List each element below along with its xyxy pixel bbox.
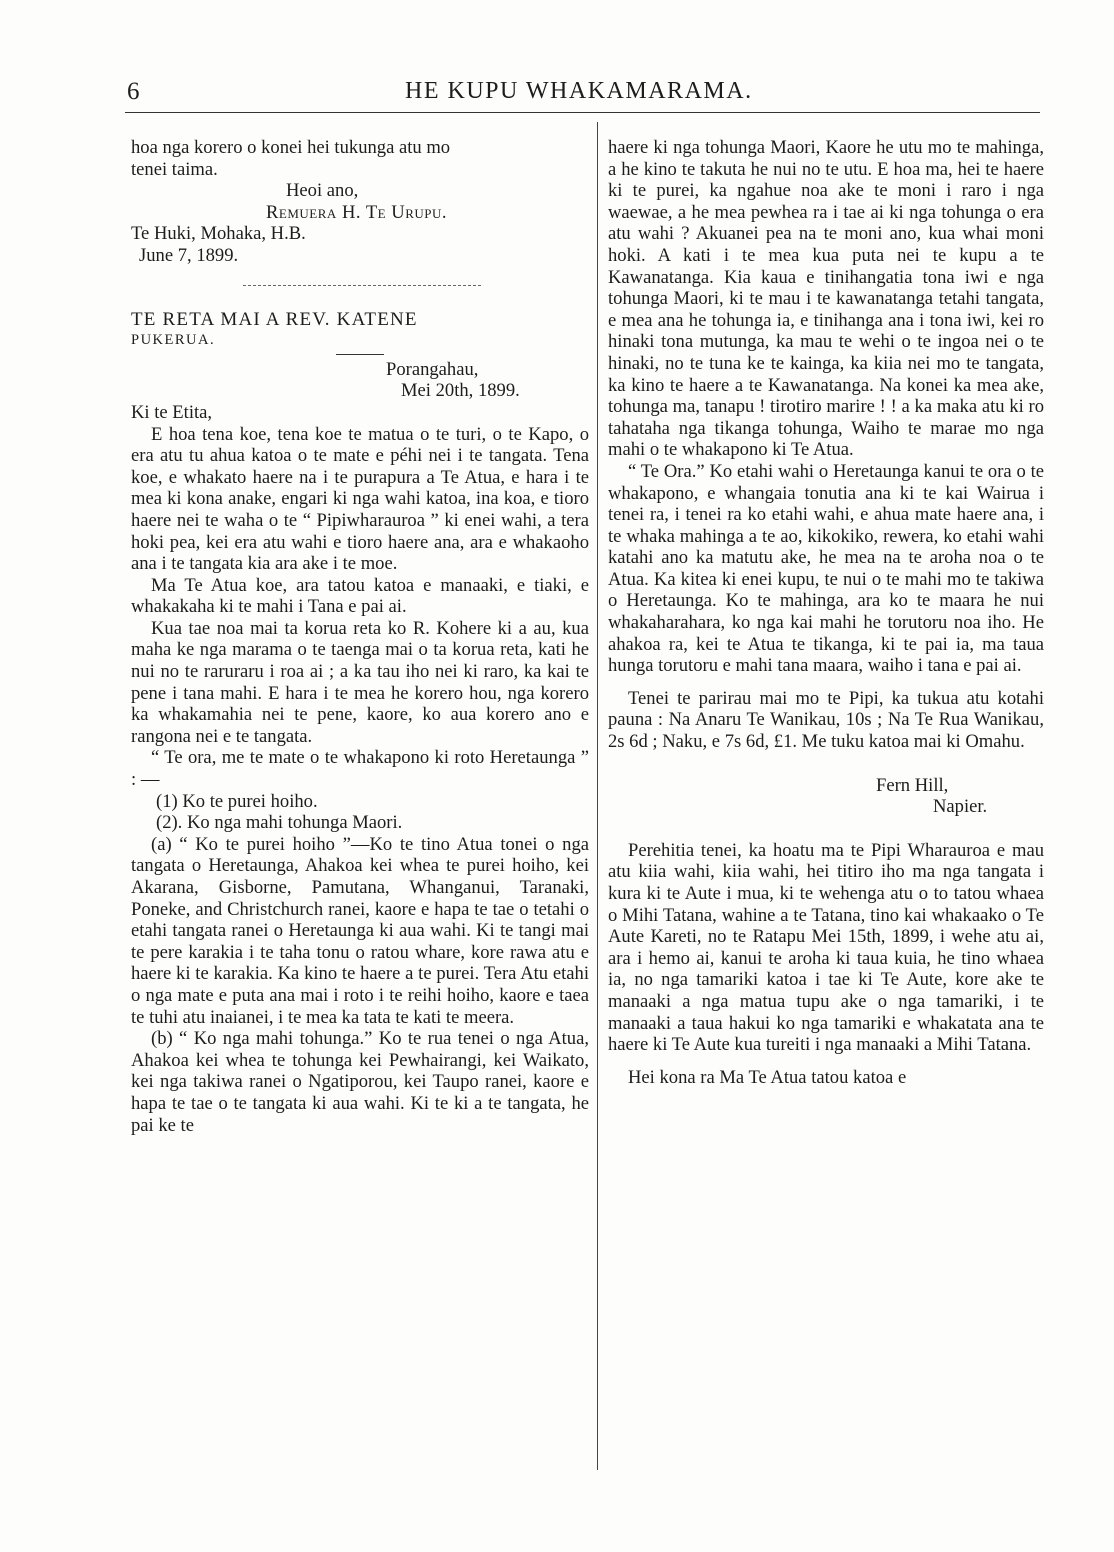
title-rule xyxy=(336,354,384,355)
paragraph: Tenei te parirau mai mo te Pipi, ka tukua atu kotahi pauna : Na Anaru Te Wanikau, 10s ; Na Te Rua Wanikau, 2s 6d ; Naku, e 7s 6d, £1. Me tuku katoa mai ki Omahu. xyxy=(608,687,1044,753)
left-column xyxy=(131,137,589,1136)
article-title: TE RETA MAI A REV. KATENE xyxy=(131,308,418,330)
paragraph: (a) “ Ko te purei hoiho ”—Ko te tino Atua tonei o nga tangata o Heretaunga, Ahakoa kei whea te purei hoiho, kei Akarana, Gisborne, Pamutana, Whanganui, Taranaki, Poneke, and Christchurch ranei, kaore e hapa te tae o tetahi o etahi tangata ranei o Heretaunga ki aua wahi. Ki te tangi mai te pere karakia i te taha tonu o ratou whare, kore rawa atu e haere ki te karakia. Ka kino te haere a te purei. Tera Atu etahi o nga mate e puta ana mai i roto i te reihi hoiho, kaore e taea te tuhi atu inaianei, i te mea ka tata te kati te meera. xyxy=(131,833,589,1028)
paragraph: Hei kona ra Ma Te Atua tatou katoa e xyxy=(628,1066,907,1088)
signature-city: Napier. xyxy=(933,796,988,818)
intro-line-2: tenei taima. xyxy=(131,158,218,180)
article-subtitle: PUKERUA. xyxy=(131,332,216,349)
right-column xyxy=(608,137,1044,1088)
paragraph: “ Te Ora.” Ko etahi wahi o Heretaunga kanui te ora o te whakapono, e whangaia tonutia ana ki te kai Wairua i tenei ra, i tenei ra ko etahi wahi, e ahua mate haere ana, i te whaka mahinga a te ao, kikokiko, rewera, ko etahi wahi katahi ano ka matutu ake, he mea na te aroha noa o te Atua. Ka kitea ki enei kupu, te nui o te mahi mo te takiwa o Heretaunga. Ko te mahinga, ara ko te maara he nui whakaharahara, ko nga kai mahi he torutoru noa iho. He ahakoa ra, kei te Atua te tikanga, ki te pai ia, ma taua hunga torutoru e mahi tana maara, waiho i tana e pai ai. xyxy=(608,460,1044,677)
signoff: Heoi ano, xyxy=(286,180,359,202)
header-rule xyxy=(125,112,1040,113)
letter-date: Mei 20th, 1899. xyxy=(401,380,520,402)
author-name: Remuera H. Te Urupu. xyxy=(266,201,448,223)
intro-line-1: hoa nga korero o konei hei tukunga atu mo xyxy=(131,137,451,158)
paragraph: Kua tae noa mai ta korua reta ko R. Kohere ki a au, kua maha ke nga marama o te taenga mai o ta korua reta, kati he nui no te raruraru i roa ai ; a ka tau iho nei ki raro, ka kai te pene i tana mahi. E hara i te mea he korero hou, nga korero ka whakamahia nei te pene, kaore, ko aua korero ano e rangona nei e te tangata. xyxy=(131,617,589,747)
author-date: June 7, 1899. xyxy=(139,244,239,266)
spacer xyxy=(608,818,1044,840)
page-number: 6 xyxy=(127,78,140,105)
spacer xyxy=(608,1056,1044,1067)
paragraph: haere ki nga tohunga Maori, Kaore he utu mo te mahinga, a he kino te takuta he nui no te utu. E hoa ma, hei te haere ki te purei, ka ngahue noa ake te moni i raro i nga waewae, a he mea pewhea ra i tae ai ki nga tohunga o era atu wahi ? Akuanei pea na te moni ano, kua whai moni hoki. A kati i te mea kua puta nei te kupu a te Kawanatanga. Kia kaua e tinihangatia tona iwi e nga tohunga Maori, ki te mau i te kawanatanga tetahi tangata, e mea ana he tohunga ia, e tinihanga ana i tona iwi, kei ro hinaki tona mutunga, ka mau te wehi o te ingoa nei o te hinaki, no te tuna ke te kainga, ka kiia nei mo te tangata, ka kino te haere a te Kawanatanga. Na konei ka mea ake, tohunga ma, tanapu ! tirotiro marire ! ! a ka maka atu ki ro tahataha nga tikanga tohunga, Waiho te marae mo nga mahi o te whakapono ki Te Atua. xyxy=(608,137,1044,461)
list-item-1: (1) Ko te purei hoiho. xyxy=(156,790,318,812)
quote-heading: “ Te ora, me te mate o te whakapono ki roto Heretaunga ” : — xyxy=(131,747,589,791)
paragraph: E hoa tena koe, tena koe te matua o te turi, o te Kapo, o era atu tu ahua katoa o te mate e péhi nei i te tangata. Tena koe, e whakato haere na i te purapura a Te Atua, e hara i te mea ki kona anake, engari ki nga wahi katoa, ina koa, e tioro haere nei te waha o te “ Pipiwharauroa ” ki enei wahi, a tera hoki pea, kei era atu wahi e tioro haere ana, ara e whakaoho ana i te tangata kia ara ake i te moe. xyxy=(131,423,589,575)
author-place: Te Huki, Mohaka, H.B. xyxy=(131,223,306,245)
paragraph: Perehitia tenei, ka hoatu ma te Pipi Wharauroa e mau atu kiia wahi, kiia wahi, hei titiro iho ma nga tangata i kura ki te Aute i mua, ki te wehenga atu o to tatou whaea o Mihi Tatana, wahine a te Tatana, tino kai whakaako o Te Aute Kareti, no te Ratapu Mei 15th, 1899, i wehe atu ai, ara i hemo ai, kanui te aroha ki taua kuia, he tino whaea ia, no nga tamariki katoa i tae ki Te Aute, kore ake te manaaki a nga matua tupu ake o nga tamariki, i te manaaki a taua hakui ko nga tamariki e whakatata ana te haere ki Te Aute kua tureiti i nga manaaki a Mihi Tatana. xyxy=(608,839,1044,1056)
paragraph: Ma Te Atua koe, ara tatou katoa e manaaki, e tiaki, e whakakaha ki te mahi i Tana e pai ai. xyxy=(131,574,589,618)
intro-paragraph xyxy=(131,137,589,180)
running-title: HE KUPU WHAKAMARAMA. xyxy=(405,78,753,104)
signature-place: Fern Hill, xyxy=(876,774,949,796)
paragraph: (b) “ Ko nga mahi tohunga.” Ko te rua tenei o nga Atua, Ahakoa kei whea te tohunga kei Pewhairangi, kei Waikato, kei nga takiwa ranei o Ngatiporou, kei Taupo ranei, kaore e hapa te tae o te tangata ki aua wahi. Ki te ki a te tangata, he pai ke te xyxy=(131,1028,589,1136)
letter-place: Porangahau, xyxy=(386,358,479,380)
page-header xyxy=(125,78,1040,108)
list-item-2: (2). Ko nga mahi tohunga Maori. xyxy=(156,812,403,834)
section-divider xyxy=(243,285,481,286)
spacer xyxy=(608,753,1044,775)
column-divider xyxy=(597,122,598,1470)
spacer xyxy=(608,677,1044,688)
salutation: Ki te Etita, xyxy=(131,401,213,423)
